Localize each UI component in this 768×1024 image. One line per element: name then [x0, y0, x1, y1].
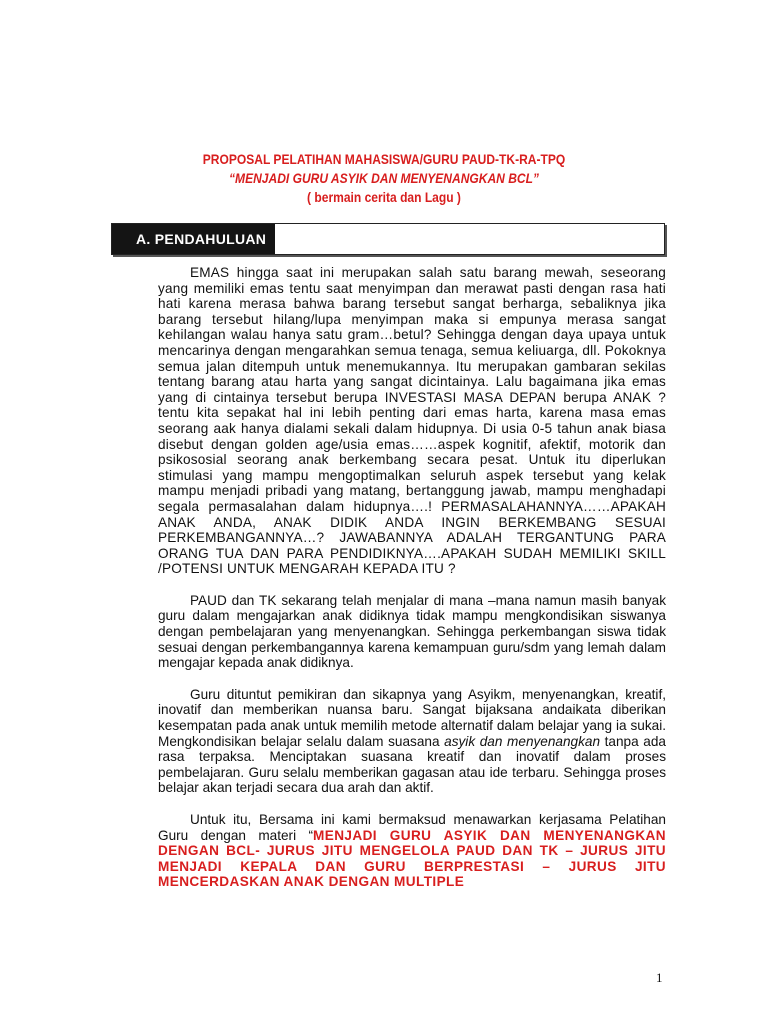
paragraph-3-text [158, 687, 666, 796]
section-heading: A. PENDAHULUAN [136, 231, 267, 247]
paragraph-1-text: EMAS hingga saat ini merupakan salah satu barang mewah, seseorang yang memiliki emas tentu saat menyimpan dan merawat pasti dengan rasa hati hati karena merasa bahwa barang tersebut sangat berharga, sebaliknya jika barang tersebut hilang/lupa menyimpan maka si empunya merasa sangat kehilangan walau hanya satu gram…betul? Sehingga dengan daya upaya untuk mencarinya dengan mengarahkan semua tenaga, semua keliuarga, dll. Pokoknya semua jalan ditempuh untuk menemukannya. Itu merupakan gambaran sekilas tentang barang atau harta yang sangat dicintainya. Lalu bagaimana jika emas yang di cintainya tersebut berupa INVESTASI MASA DEPAN berupa ANAK ? tentu kita sepakat hal ini lebih penting dari emas harta, karena masa emas seorang aak hanya dialami sekali dalam hidupnya. Di usia 0-5 tahun anak biasa disebut dengan golden age/usia emas……aspek kognitif, afektif, motorik dan psikososial seorang anak berkembang secara pesat. Untuk itu diperlukan stimulasi yang mampu mengoptimalkan seluruh aspek tersebut yang kelak mampu menjadi pribadi yang matang, bertanggung jawab, mampu menghadapi segala permasalahan dalam hidupnya….! PERMASALAHANNYA……APAKAH ANAK ANDA, ANAK DIDIK ANDA INGIN BERKEMBANG SESUAI PERKEMBANGANNYA…? JAWABANNYA ADALAH TERGANTUNG PARA ORANG TUA DAN PARA PENDIDIKNYA….APAKAH SUDAH MEMILIKI SKILL /POTENSI UNTUK MENGARAH KEPADA ITU ? [158, 265, 666, 577]
paragraph-2-text: PAUD dan TK sekarang telah menjalar di mana –mana namun masih banyak guru dalam mengajarkan anak didiknya tidak mampu mengkondisikan siswanya dengan pembelajaran yang menyenangkan. Sehingga perkembangan siswa tidak sesuai dengan perkembangannya karena kemampuan guru/sdm yang lemah dalam mengajar kepada anak didiknya. [158, 592, 666, 671]
section-header-pendahuluan [111, 223, 665, 255]
paragraph-3-italic: asyik dan menyenangkan [444, 733, 601, 749]
paragraph-3-part-a: Guru dituntut pemikiran dan sikapnya yang Asyikm, menyenangkan, kreatif, inovatif dan memberikan nuansa baru. Sangat bijaksana andaikata diberikan kesempatan pada anak untuk memilih metode alternatif dalam belajar yang ia sukai. Mengkondisikan belajar selalu dalam suasana [158, 686, 666, 749]
document-title [0, 150, 768, 207]
paragraph-4 [158, 812, 666, 890]
title-line-3: ( bermain cerita dan Lagu ) [307, 189, 461, 205]
page-number: 1 [656, 970, 663, 985]
paragraph-4-highlight: MENJADI GURU ASYIK DAN MENYENANGKAN DENGAN BCL- JURUS JITU MENGELOLA PAUD DAN TK – JURUS JITU MENJADI KEPALA DAN GURU BERPRESTASI – JURUS JITU MENCERDASKAN ANAK DENGAN MULTIPLE [158, 827, 666, 890]
title-line-1: PROPOSAL PELATIHAN MAHASISWA/GURU PAUD-TK-RA-TPQ [202, 151, 566, 167]
body-text [158, 265, 666, 906]
title-line-2: “MENJADI GURU ASYIK DAN MENYENANGKAN BCL” [229, 170, 539, 186]
paragraph-3-part-b: tanpa ada rasa terpaksa. Menciptakan suasana kreatif dan inovatif dalam proses pembelajaran. Guru selalu memberikan gagasan atau ide terbaru. Sehingga proses belajar akan terjadi secara dua arah dan aktif. [158, 733, 666, 796]
paragraph-1 [158, 265, 666, 577]
paragraph-4-text [158, 812, 666, 890]
paragraph-2 [158, 593, 666, 671]
paragraph-3 [158, 687, 666, 796]
paragraph-4-part-a: Untuk itu, Bersama ini kami bermaksud menawarkan kerjasama Pelatihan Guru dengan materi “ [158, 812, 666, 843]
